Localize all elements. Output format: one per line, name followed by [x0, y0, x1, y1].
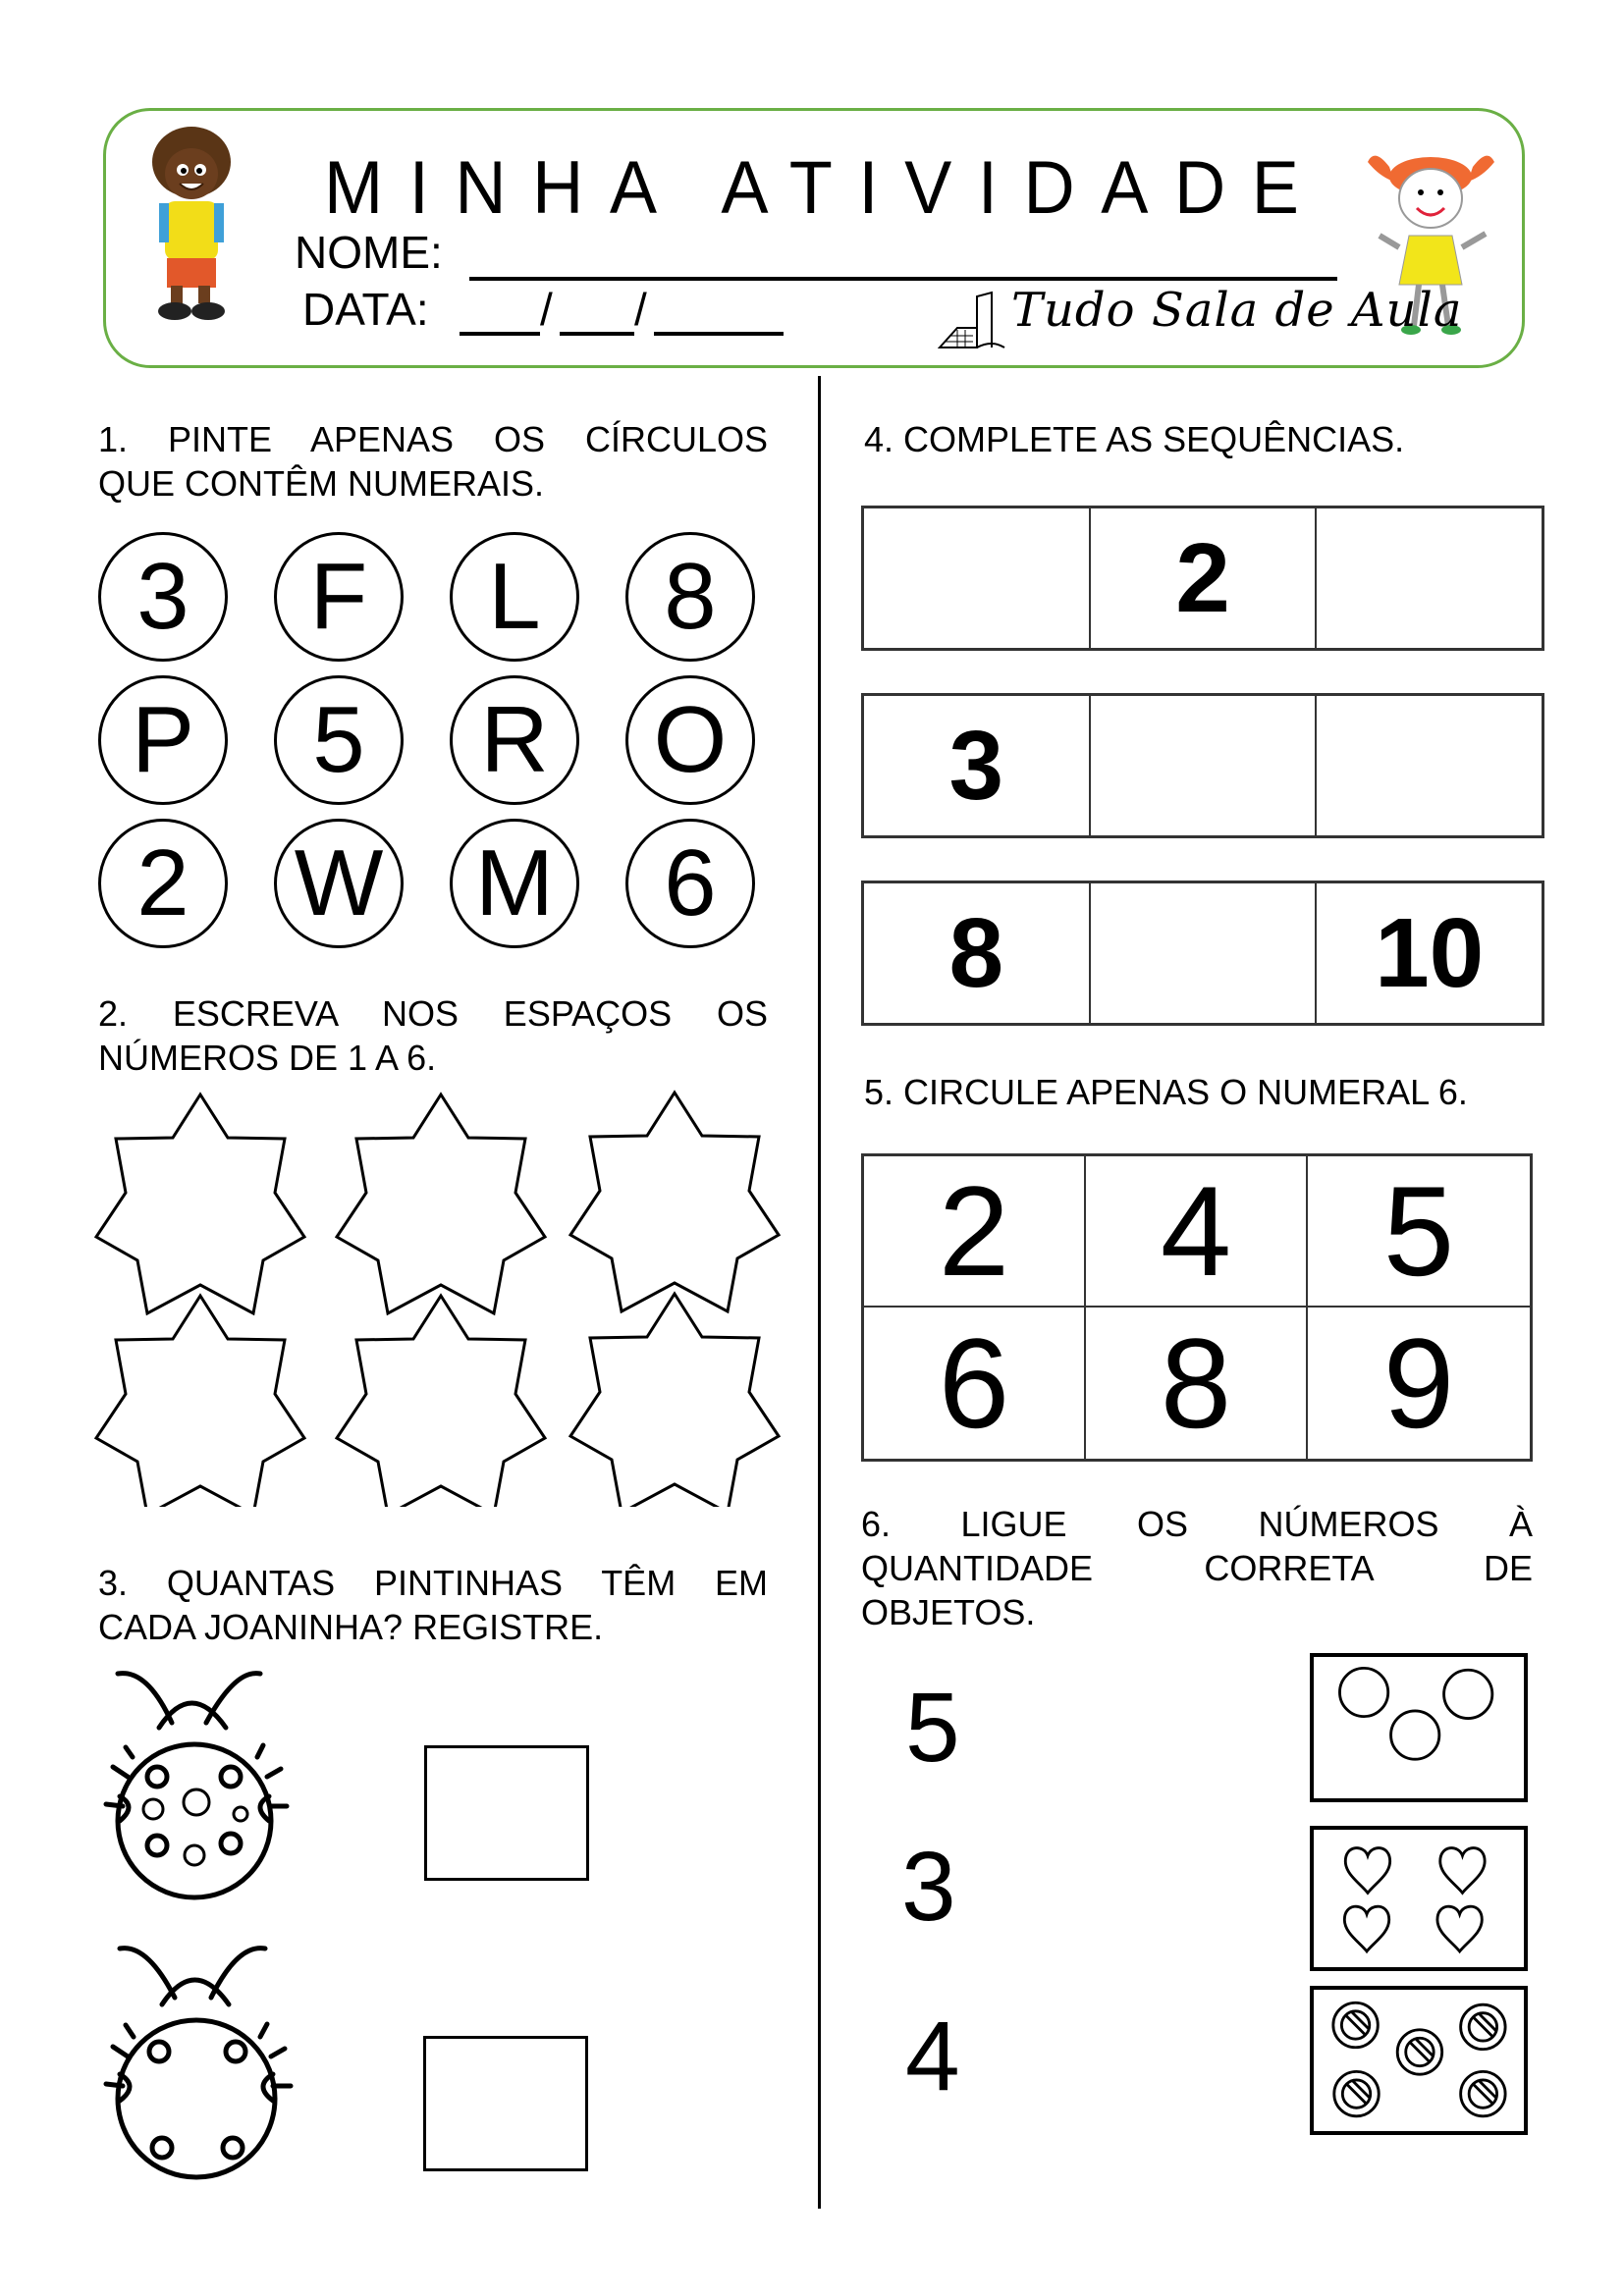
question-2: [98, 991, 768, 1080]
circle-item[interactable]: W: [274, 819, 404, 948]
button-object-icon: [1461, 2004, 1505, 2049]
circle-item[interactable]: P: [98, 675, 228, 805]
star-icon[interactable]: [337, 1095, 545, 1313]
circle-item[interactable]: 8: [625, 532, 755, 662]
sequence-cell[interactable]: [1091, 883, 1318, 1023]
sequence-row: [861, 506, 1544, 651]
heart-icon: [1440, 1848, 1485, 1894]
answer-box[interactable]: [424, 1745, 589, 1881]
circle-object-icon: [1391, 1711, 1439, 1759]
heart-icon: [1437, 1906, 1482, 1951]
numeral-cell[interactable]: 8: [1086, 1308, 1308, 1459]
numeral-cell[interactable]: 9: [1382, 1311, 1455, 1455]
question-6-line-3: OBJETOS.: [861, 1592, 1036, 1632]
star-icon[interactable]: [570, 1093, 779, 1311]
circle-item[interactable]: 6: [625, 819, 755, 948]
name-input-line[interactable]: [469, 277, 1337, 281]
circle-item[interactable]: O: [625, 675, 755, 805]
sequence-cell[interactable]: 3: [864, 696, 1091, 835]
question-2-line-1: 2. ESCREVA NOS ESPAÇOS OS: [98, 993, 768, 1034]
question-5-text: 5. CIRCULE APENAS O NUMERAL 6.: [864, 1072, 1468, 1112]
date-slash: /: [634, 284, 647, 335]
heart-icon: [1345, 1848, 1389, 1894]
object-box-buttons[interactable]: [1310, 1986, 1528, 2135]
question-1: [98, 417, 768, 506]
question-2-line-2: NÚMEROS DE 1 A 6.: [98, 1038, 437, 1078]
question-3-line-2: CADA JOANINHA? REGISTRE.: [98, 1607, 604, 1647]
column-divider: [818, 376, 821, 2209]
numeral-cell[interactable]: 2: [864, 1156, 1086, 1308]
sequence-cell[interactable]: [1317, 508, 1542, 648]
question-1-line-1: 1. PINTE APENAS OS CÍRCULOS: [98, 419, 768, 459]
circle-item[interactable]: 2: [98, 819, 228, 948]
question-6: [861, 1502, 1533, 1634]
brand-logo-text: Tudo Sala de Aula: [1011, 283, 1463, 338]
circles-grid: [98, 532, 768, 948]
circle-item[interactable]: L: [450, 532, 579, 662]
circle-item[interactable]: R: [450, 675, 579, 805]
numeral-grid: [861, 1153, 1533, 1462]
circle-item[interactable]: 5: [274, 675, 404, 805]
circle-object-icon: [1339, 1668, 1387, 1716]
numeral-cell[interactable]: 5: [1308, 1156, 1530, 1308]
stars-area: [93, 1085, 781, 1507]
button-object-icon: [1397, 2030, 1441, 2074]
question-1-line-2: QUE CONTÊM NUMERAIS.: [98, 463, 545, 504]
sequence-cell[interactable]: 10: [1375, 897, 1485, 1008]
object-box-hearts[interactable]: [1310, 1826, 1528, 1971]
name-label: NOME:: [295, 227, 443, 278]
date-year-line[interactable]: [654, 332, 784, 336]
circle-item[interactable]: 3: [98, 532, 228, 662]
star-icon[interactable]: [96, 1095, 304, 1313]
page-title: MINHA ATIVIDADE: [324, 146, 1326, 230]
ladybug-icon: [98, 1934, 324, 2199]
button-object-icon: [1334, 2071, 1379, 2115]
circle-object-icon: [1444, 1670, 1492, 1718]
star-icon[interactable]: [570, 1294, 779, 1507]
button-object-icon: [1461, 2071, 1505, 2115]
date-label: DATA:: [302, 284, 429, 335]
heart-icon: [1344, 1906, 1388, 1951]
numeral-cell[interactable]: 4: [1086, 1156, 1308, 1308]
match-number[interactable]: 4: [905, 2002, 960, 2111]
question-3: [98, 1561, 768, 1649]
date-month-line[interactable]: [560, 332, 634, 336]
question-6-line-2: QUANTIDADE CORRETA DE: [861, 1548, 1533, 1588]
sequence-row: [861, 693, 1544, 838]
ladybug-icon: [98, 1659, 324, 1924]
question-6-line-1: 6. LIGUE OS NÚMEROS À: [861, 1504, 1533, 1544]
sequence-cell[interactable]: [1091, 696, 1318, 835]
star-icon[interactable]: [96, 1296, 304, 1507]
date-day-line[interactable]: [460, 332, 540, 336]
date-slash: /: [540, 284, 553, 335]
circle-item[interactable]: M: [450, 819, 579, 948]
match-number[interactable]: 3: [901, 1832, 956, 1942]
boy-character-icon: [137, 123, 245, 324]
object-box-circles[interactable]: [1310, 1653, 1528, 1802]
star-icon[interactable]: [337, 1296, 545, 1507]
sequence-row: [861, 881, 1544, 1026]
match-number[interactable]: 5: [905, 1673, 960, 1783]
sequence-cell[interactable]: [864, 508, 1091, 648]
numeral-cell[interactable]: 6: [864, 1308, 1086, 1459]
question-4-text: 4. COMPLETE AS SEQUÊNCIAS.: [864, 419, 1405, 459]
sequence-cell[interactable]: [1317, 696, 1542, 835]
answer-box[interactable]: [423, 2036, 588, 2171]
sequence-cell[interactable]: 2: [1091, 508, 1318, 648]
question-3-line-1: 3. QUANTAS PINTINHAS TÊM EM: [98, 1563, 768, 1603]
button-object-icon: [1333, 2002, 1378, 2047]
circle-item[interactable]: F: [274, 532, 404, 662]
book-laptop-logo-icon: [938, 291, 1006, 351]
sequence-cell[interactable]: 8: [864, 883, 1091, 1023]
